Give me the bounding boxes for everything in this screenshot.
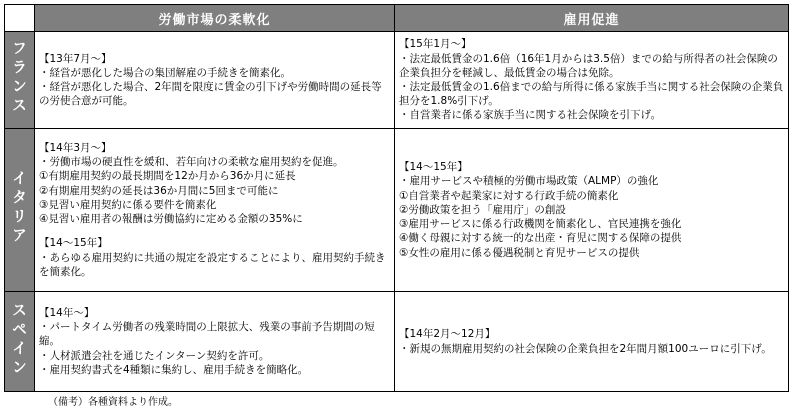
header-labor-market: 労働市場の柔軟化: [35, 5, 395, 32]
policy-item: ・労働市場の硬直性を緩和、若年向けの柔軟な雇用契約を促進。: [39, 156, 344, 169]
policy-item: ・人材派遣会社を通じたインターン契約を許可。: [39, 349, 270, 362]
policy-item: ⑤女性の雇用に係る優遇税制と育児サービスの提供: [399, 246, 640, 259]
policy-item: ・あらゆる雇用契約に共通の規定を設定することにより、雇用契約手続きを簡素化。: [39, 251, 386, 278]
policy-item: ①自営業者や起業家に対する行政手続の簡素化: [399, 189, 619, 202]
policy-item: ・法定最低賃金の1.6倍までの給与所得に係る家族手当に関する社会保険の企業負担分を1.8%引下げ。: [399, 81, 784, 108]
cell-italy-employment: [395, 129, 789, 292]
policy-item: ・パートタイム労働者の残業時間の上限拡大、残業の事前予告期間の短縮。: [39, 321, 375, 348]
policy-table: [4, 4, 789, 392]
header-row: [5, 5, 789, 32]
blank-line: [39, 226, 390, 236]
policy-item: ③雇用サービスに係る行政機関を簡素化し、官民連携を強化: [399, 218, 682, 231]
policy-item: ③見習い雇用契約に係る要件を簡素化: [39, 198, 217, 211]
corner-cell: [5, 5, 35, 32]
source-note: （備考）各種資料より作成。: [48, 397, 178, 408]
period-heading: 【14年3月～】: [39, 142, 112, 155]
policy-item: ②有期雇用契約の延長は36か月間に5回まで可能に: [39, 184, 279, 197]
policy-item: ②労働政策を担う「雇用庁」の創設: [399, 203, 566, 216]
row-france: [5, 32, 789, 129]
country-label-spain: スペイン: [5, 292, 35, 392]
cell-france-labor: [35, 32, 395, 129]
policy-item: ・雇用契約書式を4種類に集約し、雇用手続きを簡略化。: [39, 363, 309, 376]
header-employment-promotion: 雇用促進: [395, 5, 789, 32]
period-heading: 【14～15年】: [39, 237, 108, 250]
period-heading: 【14年～】: [39, 306, 95, 319]
country-label-france: フランス: [5, 32, 35, 129]
row-spain: [5, 292, 789, 392]
period-heading: 【14～15年】: [399, 161, 468, 174]
country-label-italy: イタリア: [5, 129, 35, 292]
policy-item: ・新規の無期雇用契約の社会保険の企業負担を2年間月額100ユーロに引下げ。: [399, 342, 772, 355]
policy-item: ・雇用サービスや積極的労働市場政策（ALMP）の強化: [399, 175, 659, 188]
policy-item: ・経営が悪化した場合の集団解雇の手続きを簡素化。: [39, 66, 291, 79]
period-heading: 【15年1月～】: [399, 38, 472, 51]
period-heading: 【14年2月～12月】: [399, 328, 496, 341]
policy-item: ・自営業者に係る家族手当に関する社会保険を引下げ。: [399, 109, 662, 122]
row-italy: [5, 129, 789, 292]
policy-item: ④見習い雇用者の報酬は労働協約に定める金額の35%に: [39, 213, 303, 226]
cell-france-employment: [395, 32, 789, 129]
cell-italy-labor: [35, 129, 395, 292]
policy-item: ・法定最低賃金の1.6倍（16年1月からは3.5倍）までの給与所得者の社会保険の企業負担分を軽減し、最低賃金の場合は免除。: [399, 52, 778, 79]
period-heading: 【13年7月～】: [39, 52, 112, 65]
policy-item: ④働く母親に対する統一的な出産・育児に関する保障の提供: [399, 232, 682, 245]
cell-spain-labor: [35, 292, 395, 392]
cell-spain-employment: [395, 292, 789, 392]
policy-item: ①有期雇用契約の最長期間を12か月から36か月に延長: [39, 170, 296, 183]
policy-item: ・経営が悪化した場合、2年間を限度に賃金の引下げや労働時間の延長等の労使合意が可能。: [39, 81, 382, 108]
